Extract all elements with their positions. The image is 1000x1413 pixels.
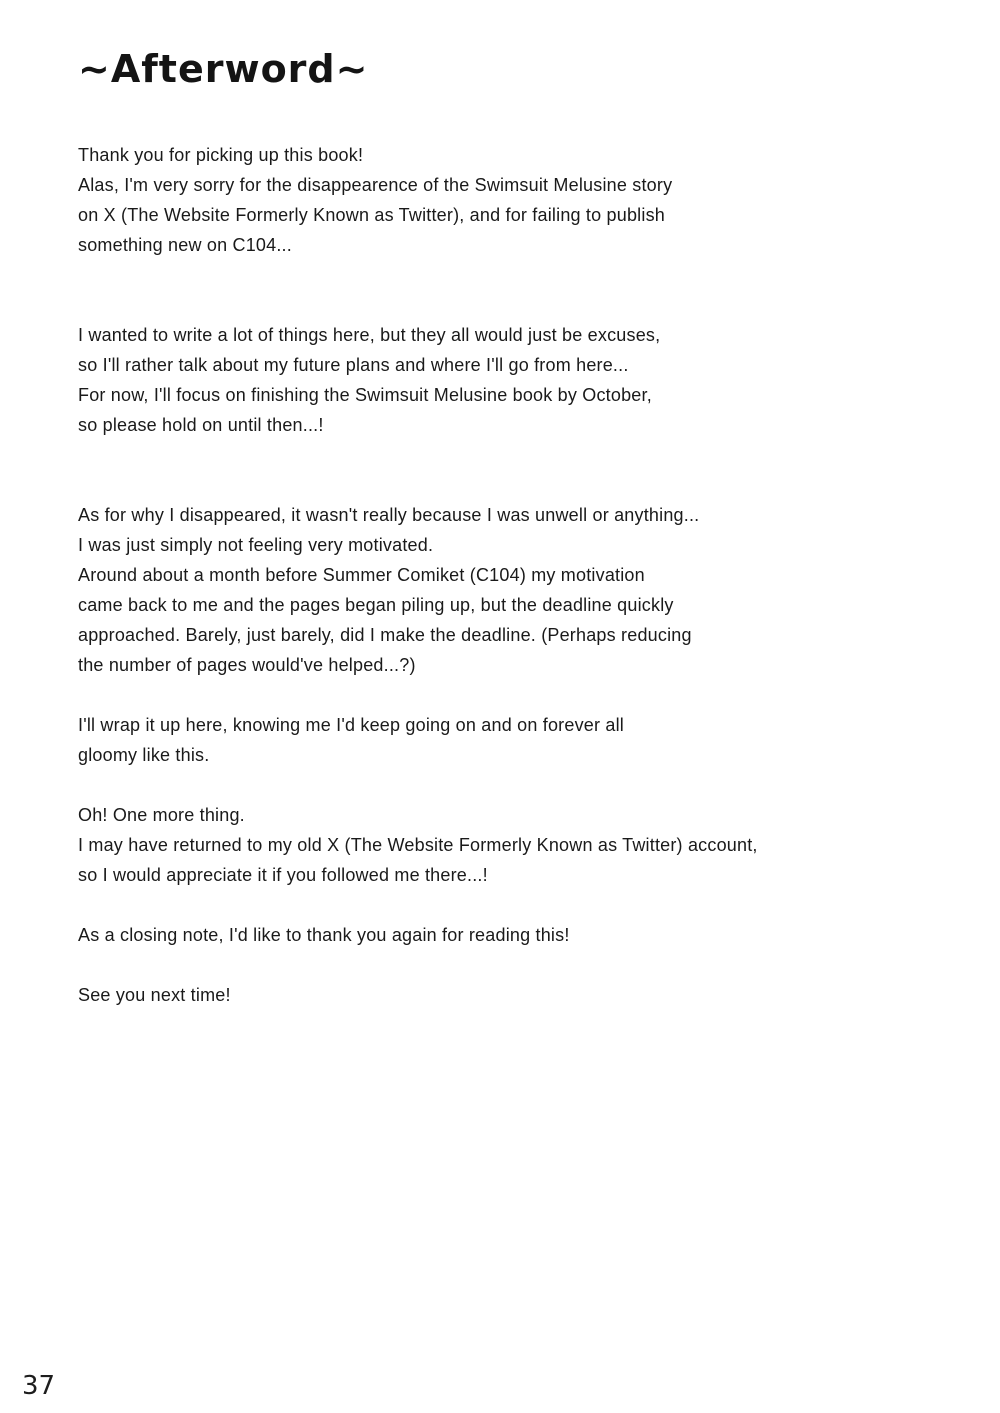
paragraph-closing-note: As a closing note, I'd like to thank you again for reading this!: [78, 925, 570, 945]
paragraph-wrap-up: I'll wrap it up here, knowing me I'd keep going on and on forever all gloomy like this.: [78, 715, 624, 765]
paragraph-thanks: Thank you for picking up this book! Alas, I'm very sorry for the disappearence of the Swimsuit Melusine story on X (The Website Formerly Known as Twitter), and for failing to publish something new on C104...: [78, 145, 673, 255]
paragraph-disappearance-reason: As for why I disappeared, it wasn't really because I was unwell or anything... I was just simply not feeling very motivated. Around about a month before Summer Comiket (C104) my motivation came back to me and the pages began piling up, but the deadline quickly approached. Barely, just barely, did I make the deadline. (Perhaps reducing the number of pages would've helped...?): [78, 505, 700, 675]
paragraph-one-more-thing: Oh! One more thing. I may have returned to my old X (The Website Formerly Known as Twitter) account, so I would appreciate it if you followed me there...!: [78, 805, 758, 885]
paragraph-see-you: See you next time!: [78, 985, 231, 1005]
paragraph-future-plans: I wanted to write a lot of things here, but they all would just be excuses, so I'll rather talk about my future plans and where I'll go from here... For now, I'll focus on finishing the Swimsuit Melusine book by October, so please hold on until then...!: [78, 325, 661, 435]
page-title: ~Afterword~: [78, 47, 369, 91]
page-number: 37: [22, 1371, 56, 1401]
afterword-content: [78, 46, 868, 1010]
